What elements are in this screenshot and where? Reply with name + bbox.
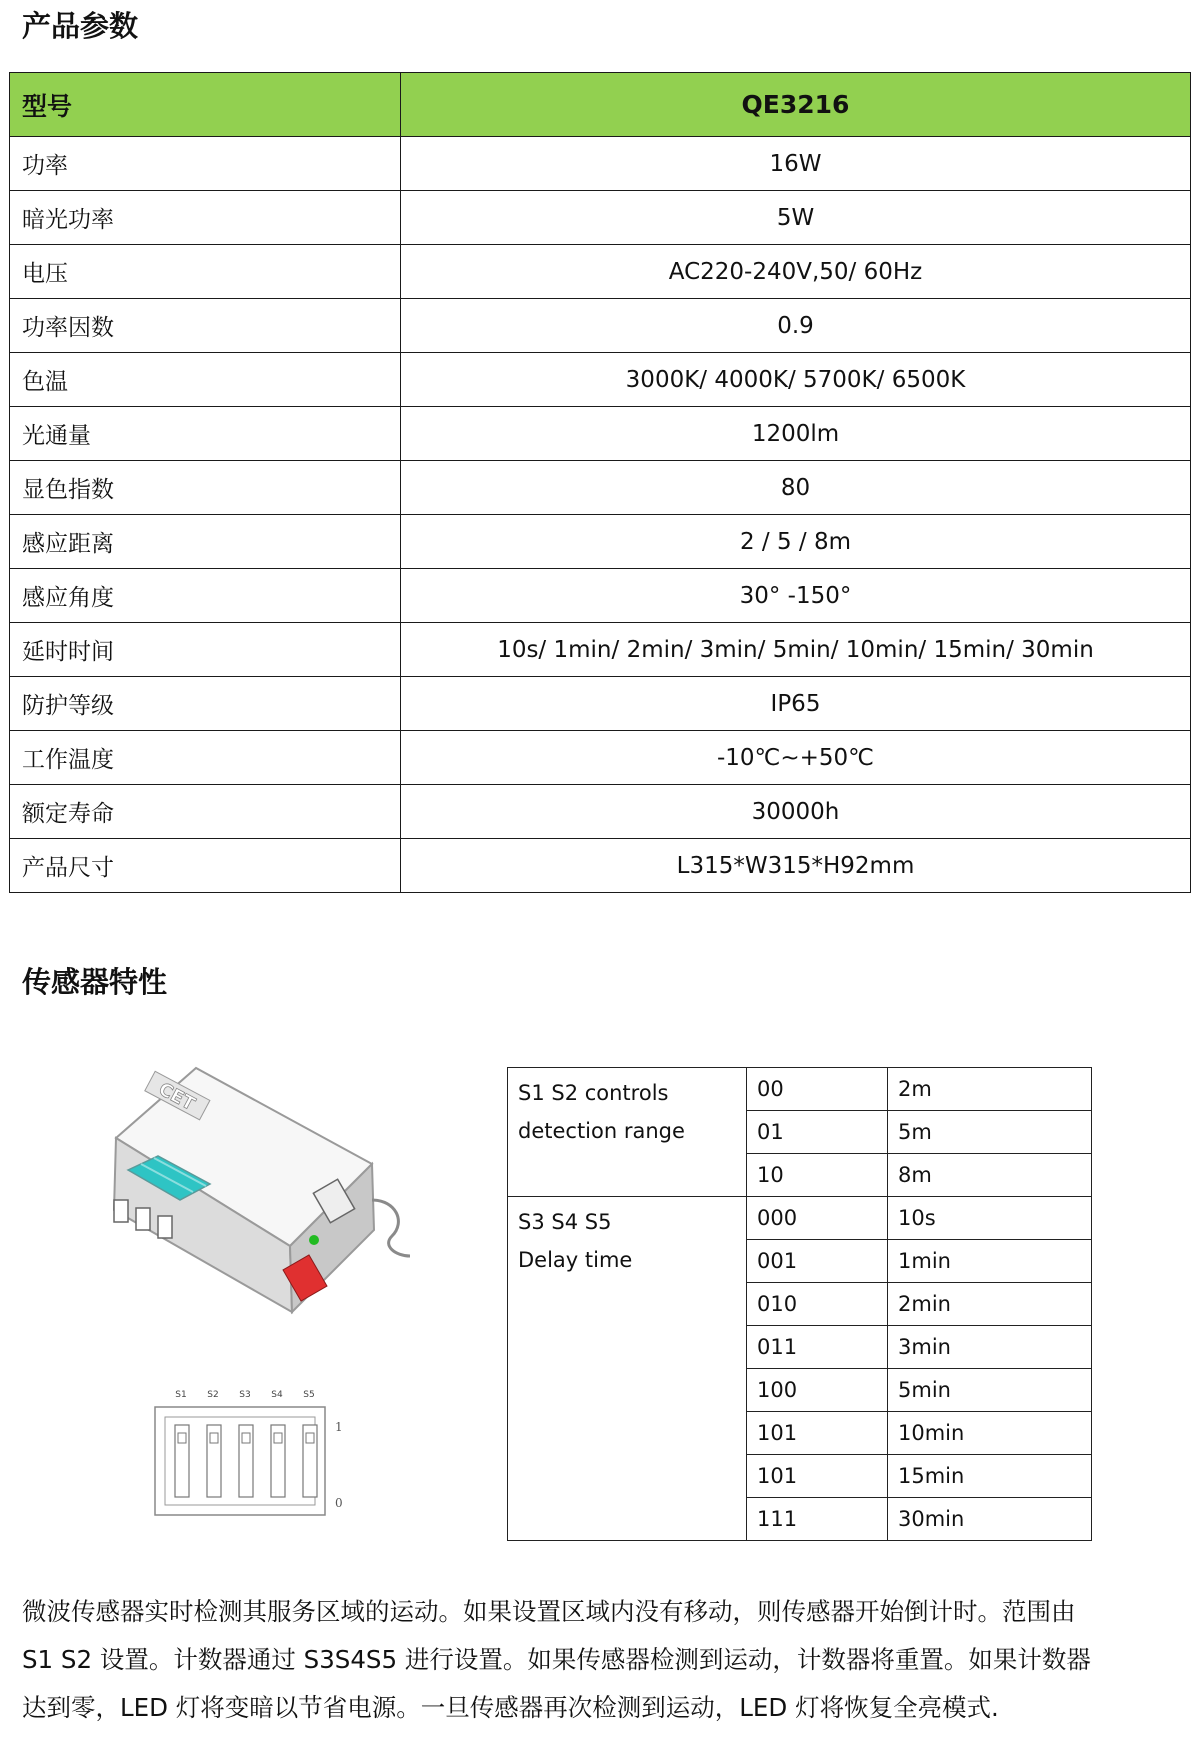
spec-value: 30000h (401, 785, 1191, 839)
dip-switch-knob (178, 1433, 186, 1443)
sensor-group-delay (508, 1197, 747, 1541)
spec-label: 显色指数 (10, 461, 401, 515)
spec-row (10, 785, 1191, 839)
dip-switch-label: S1 (175, 1390, 187, 1400)
dip-switch-diagram (145, 1383, 355, 1523)
spec-value: 0.9 (401, 299, 1191, 353)
sensor-row-delay (508, 1197, 1092, 1240)
spec-label: 工作温度 (10, 731, 401, 785)
spec-row (10, 137, 1191, 191)
section-title-params: 产品参数 (22, 9, 139, 43)
dip-switch-knob (306, 1433, 314, 1443)
spec-value: 30° -150° (401, 569, 1191, 623)
spec-row (10, 245, 1191, 299)
dip-switch-label: S3 (239, 1390, 251, 1400)
spec-row (10, 623, 1191, 677)
sensor-description (22, 1588, 1182, 1732)
switch-setting-value: 30min (888, 1498, 1092, 1541)
switch-code: 01 (747, 1111, 888, 1154)
spec-header-value: QE3216 (401, 73, 1191, 137)
switch-code: 010 (747, 1283, 888, 1326)
dip-off-label: 0 (335, 1496, 343, 1510)
switch-code: 011 (747, 1326, 888, 1369)
switch-setting-value: 10s (888, 1197, 1092, 1240)
dip-switch-knob (210, 1433, 218, 1443)
cable-icon (372, 1200, 410, 1256)
switch-setting-value: 8m (888, 1154, 1092, 1197)
spec-value: 2 / 5 / 8m (401, 515, 1191, 569)
spec-row (10, 191, 1191, 245)
description-line: 微波传感器实时检测其服务区域的运动。如果设置区域内没有移动，则传感器开始倒计时。范围由 (22, 1597, 1076, 1626)
dip-switch-label: S5 (303, 1390, 315, 1400)
spec-table (9, 72, 1191, 893)
section-title-sensor: 传感器特性 (22, 965, 168, 999)
spec-row (10, 677, 1191, 731)
spec-header-row (10, 73, 1191, 137)
switch-setting-value: 15min (888, 1455, 1092, 1498)
spec-row (10, 569, 1191, 623)
sensor-group-label: S3 S4 S5 (518, 1210, 612, 1234)
spec-value: 5W (401, 191, 1191, 245)
sensor-group-label: Delay time (518, 1248, 633, 1272)
spec-row (10, 461, 1191, 515)
sensor-settings-table (507, 1067, 1092, 1541)
spec-label: 功率因数 (10, 299, 401, 353)
sensor-group-label: S1 S2 controls (518, 1081, 669, 1105)
switch-setting-value: 2m (888, 1068, 1092, 1111)
spec-row (10, 407, 1191, 461)
spec-value: IP65 (401, 677, 1191, 731)
switch-code: 001 (747, 1240, 888, 1283)
spec-value: 80 (401, 461, 1191, 515)
spec-label: 感应角度 (10, 569, 401, 623)
spec-label: 延时时间 (10, 623, 401, 677)
spec-header-label: 型号 (10, 73, 401, 137)
switch-setting-value: 10min (888, 1412, 1092, 1455)
spec-label: 感应距离 (10, 515, 401, 569)
spec-row (10, 839, 1191, 893)
switch-code: 101 (747, 1412, 888, 1455)
spec-value: 10s/ 1min/ 2min/ 3min/ 5min/ 10min/ 15min/ 30min (401, 623, 1191, 677)
description-line: 达到零，LED 灯将变暗以节省电源。一旦传感器再次检测到运动，LED 灯将恢复全亮模式. (22, 1693, 999, 1722)
brand-logo-text: CET (155, 1078, 199, 1116)
status-led-icon (309, 1235, 319, 1245)
dip-switch-knob (274, 1433, 282, 1443)
spec-label: 功率 (10, 137, 401, 191)
switch-setting-value: 1min (888, 1240, 1092, 1283)
sensor-group-range (508, 1068, 747, 1197)
spec-label: 产品尺寸 (10, 839, 401, 893)
spec-value: AC220-240V,50/ 60Hz (401, 245, 1191, 299)
switch-setting-value: 2min (888, 1283, 1092, 1326)
switch-code: 111 (747, 1498, 888, 1541)
spec-value: 16W (401, 137, 1191, 191)
dip-switch-knob (242, 1433, 250, 1443)
sensor-row-range (508, 1068, 1092, 1111)
switch-code: 100 (747, 1369, 888, 1412)
spec-label: 暗光功率 (10, 191, 401, 245)
spec-value: 1200lm (401, 407, 1191, 461)
switch-code: 000 (747, 1197, 888, 1240)
switch-code: 10 (747, 1154, 888, 1197)
spec-label: 色温 (10, 353, 401, 407)
spec-label: 额定寿命 (10, 785, 401, 839)
sensor-group-label: detection range (518, 1119, 685, 1143)
spec-row (10, 353, 1191, 407)
dip-switch-label: S4 (271, 1390, 283, 1400)
dip-on-label: 1 (335, 1420, 343, 1434)
spec-label: 电压 (10, 245, 401, 299)
spec-value: 3000K/ 4000K/ 5700K/ 6500K (401, 353, 1191, 407)
spec-row (10, 731, 1191, 785)
dip-switch-label: S2 (207, 1390, 219, 1400)
spec-label: 光通量 (10, 407, 401, 461)
switch-code: 00 (747, 1068, 888, 1111)
spec-value: -10℃~+50℃ (401, 731, 1191, 785)
spec-row (10, 299, 1191, 353)
switch-code: 101 (747, 1455, 888, 1498)
switch-setting-value: 5min (888, 1369, 1092, 1412)
description-line: S1 S2 设置。计数器通过 S3S4S5 进行设置。如果传感器检测到运动，计数器将重置。如果计数器 (22, 1645, 1091, 1674)
spec-value: L315*W315*H92mm (401, 839, 1191, 893)
spec-row (10, 515, 1191, 569)
switch-setting-value: 5m (888, 1111, 1092, 1154)
spec-label: 防护等级 (10, 677, 401, 731)
sensor-module-image (100, 1060, 420, 1320)
switch-setting-value: 3min (888, 1326, 1092, 1369)
